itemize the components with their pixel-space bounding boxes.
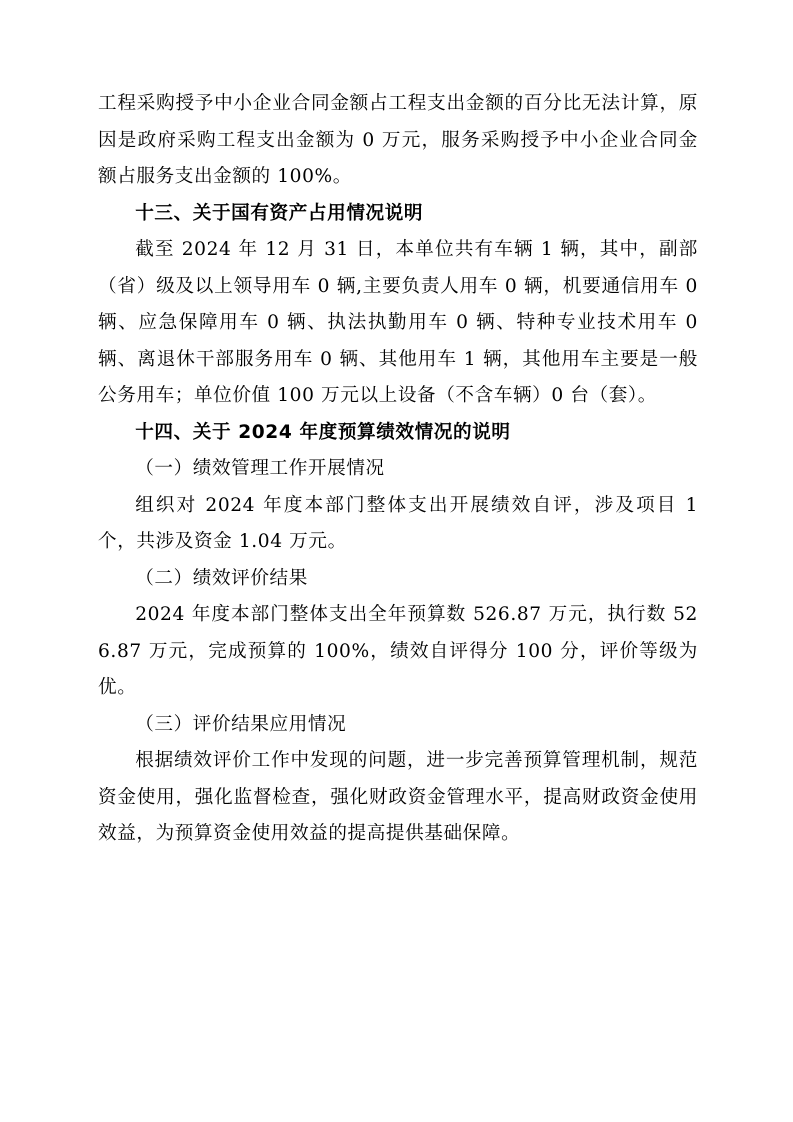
section-heading-13: 十三、关于国有资产占用情况说明 [135, 202, 424, 224]
subheading-evaluation-result: （二）绩效评价结果 [135, 567, 308, 589]
paragraph-result-application: 根据绩效评价工作中发现的问题，进一步完善预算管理机制，规范资金使用，强化监督检查，强化财政资金管理水平，提高财政资金使用效益，为预算资金使用效益的提高提供基础保障。 [98, 750, 698, 844]
paragraph-performance-management: 组织对 2024 年度本部门整体支出开展绩效自评，涉及项目 1 个，共涉及资金 1.04 万元。 [98, 494, 698, 552]
section-heading-14: 十四、关于 2024 年度预算绩效情况的说明 [135, 421, 511, 443]
paragraph-assets: 截至 2024 年 12 月 31 日，本单位共有车辆 1 辆，其中，副部（省）级及以上领导用车 0 辆,主要负责人用车 0 辆，机要通信用车 0 辆、应急保障用车 0 辆、执法执勤用车 0 辆、特种专业技术用车 0 辆、离退休干部服务用车 0 辆、其他用车 1 辆，其他用车主要是一般公务用车；单位价值 100 万元以上设备（不含车辆）0 台（套）。 [98, 239, 698, 406]
document-body [98, 86, 698, 853]
subheading-performance-management: （一）绩效管理工作开展情况 [135, 458, 385, 479]
subheading-result-application: （三）评价结果应用情况 [135, 713, 347, 735]
paragraph-procurement-continued: 工程采购授予中小企业合同金额占工程支出金额的百分比无法计算，原因是政府采购工程支出金额为 0 万元，服务采购授予中小企业合同金额占服务支出金额的 100%。 [98, 93, 698, 187]
paragraph-evaluation-result: 2024 年度本部门整体支出全年预算数 526.87 万元，执行数 526.87 万元，完成预算的 100%，绩效自评得分 100 分，评价等级为优。 [98, 604, 698, 698]
